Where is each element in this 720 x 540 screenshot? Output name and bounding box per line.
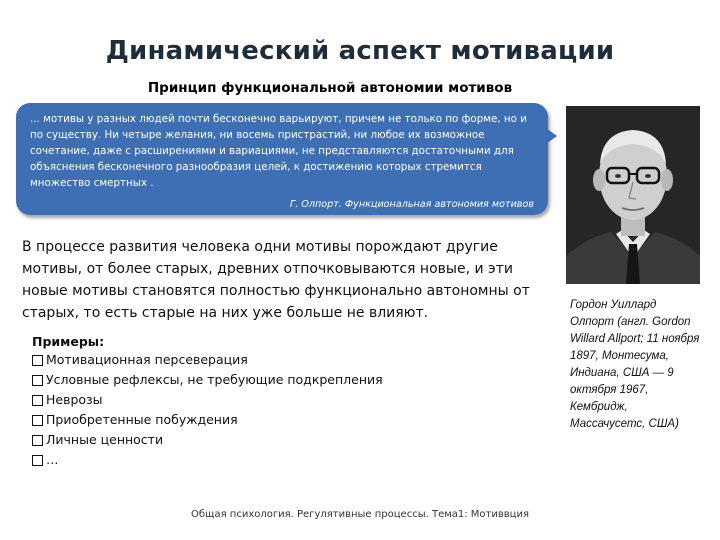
checkbox-bullet-icon	[32, 435, 43, 446]
examples-list	[32, 350, 383, 470]
list-item: Личные ценности	[32, 430, 383, 450]
quote-source: Г. Олпорт. Функциональная автономия мотивов	[289, 199, 534, 210]
quote-text: ... мотивы у разных людей почти бесконечно варьируют, причем не только по форме, но и по существу. Ни четыре желания, ни восемь пристрастий, ни любое их возможное сочетание, даже с расширениями и вариациями, не представляются достаточными для объяснения бесконечного разнообразия целей, к достижению которых стремится множество смертных .	[30, 113, 527, 189]
slide-subtitle: Принцип функциональной автономии мотивов	[147, 80, 513, 96]
examples-heading: Примеры:	[32, 334, 105, 349]
list-item: …	[32, 450, 383, 470]
checkbox-bullet-icon	[32, 395, 43, 406]
footer-text: Общая психология. Регулятивные процессы. Тема1: Мотиввция	[191, 509, 529, 520]
checkbox-bullet-icon	[32, 355, 43, 366]
quote-callout	[16, 103, 548, 215]
checkbox-bullet-icon	[32, 375, 43, 386]
list-item: Мотивационная персеверация	[32, 350, 383, 370]
portrait-photo	[566, 106, 700, 284]
callout-tail	[535, 120, 557, 152]
checkbox-bullet-icon	[32, 455, 43, 466]
portrait-illustration	[566, 106, 700, 284]
list-item: Условные рефлексы, не требующие подкрепления	[32, 370, 383, 390]
slide-title: Динамический аспект мотивации	[105, 36, 615, 66]
list-item: Неврозы	[32, 390, 383, 410]
list-item: Приобретенные побуждения	[32, 410, 383, 430]
main-paragraph: В процессе развития человека одни мотивы порождают другие мотивы, от более старых, древних отпочковываются новые, и эти новые мотивы становятся полностью функционально автономны от старых, то есть старые на них уже больше не влияют.	[22, 239, 530, 321]
portrait-caption: Гордон Уиллард Олпорт (англ. Gordon Willard Allport; 11 ноября 1897, Монтесума, Индиана, США — 9 октября 1967, Кембридж, Массачусетс, США)	[570, 299, 700, 430]
checkbox-bullet-icon	[32, 415, 43, 426]
